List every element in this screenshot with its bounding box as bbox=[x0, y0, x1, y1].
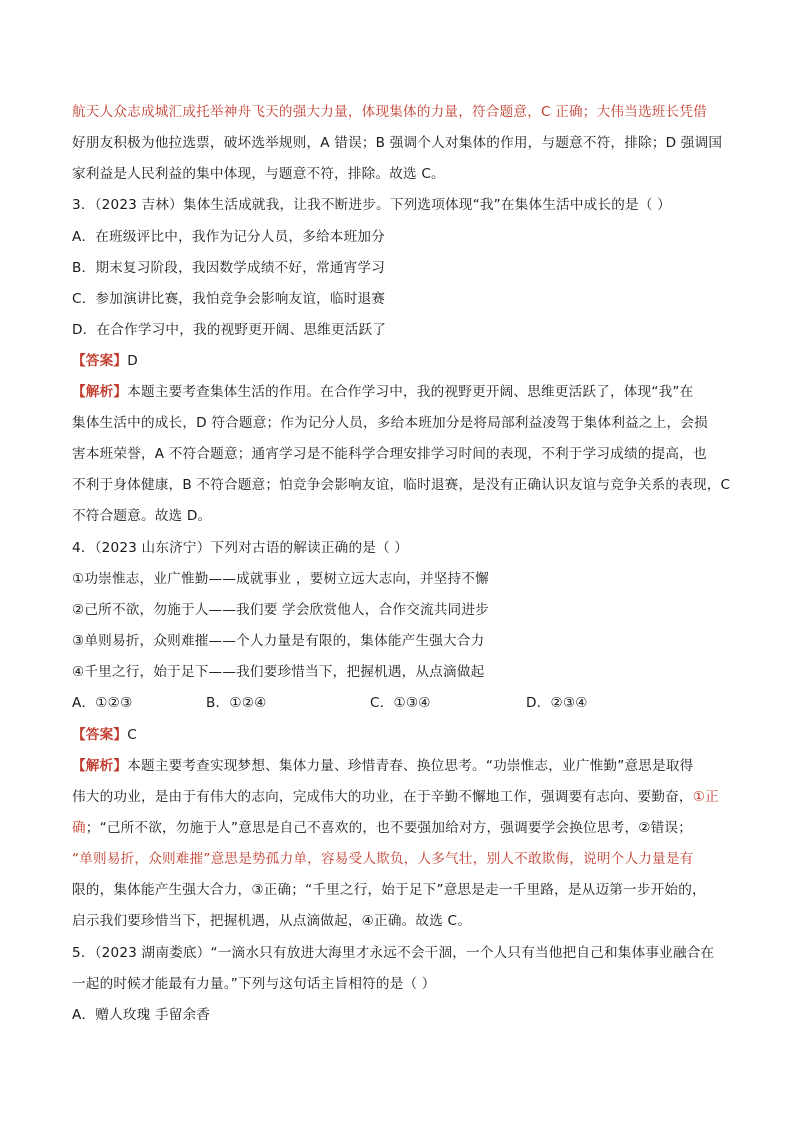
q4-analysis-line-2 bbox=[72, 788, 719, 806]
analysis-text: 本题主要考查实现梦想、集体力量、珍惜青春、换位思考。“功崇惟志，业广惟勤”意思是取得 bbox=[127, 758, 694, 774]
q4-choices bbox=[72, 694, 722, 712]
answer-tag: 【答案】 bbox=[72, 353, 128, 369]
q3-analysis-line-4: 不利于身体健康，B 不符合题意；怕竞争会影响友谊，临时退赛，是没有正确认识友谊与竞争关系的表现，C bbox=[72, 477, 731, 493]
analysis-text: ；“己所不欲，勿施于人”意思是自己不喜欢的，也不要强加给对方，强调要学会换位思考，②错误； bbox=[85, 820, 693, 836]
answer-value: C bbox=[127, 727, 137, 743]
analysis-highlight: 确 bbox=[72, 820, 86, 836]
intro-line-1: 航天人众志成城汇成托举神舟飞天的强大力量，体现集体的力量，符合题意，C 正确；大伟当选班长凭借 bbox=[72, 104, 707, 120]
analysis-text: 本题主要考查集体生活的作用。在合作学习中，我的视野更开阔、思维更活跃了，体现“我”在 bbox=[127, 384, 694, 400]
q5-option-a: A．赠人玫瑰 手留余香 bbox=[72, 1007, 211, 1023]
intro-line-2: 好朋友积极为他拉选票，破坏选举规则，A 错误；B 强调个人对集体的作用，与题意不符，排除；D 强调国 bbox=[72, 135, 723, 151]
q3-option-d: D．在合作学习中，我的视野更开阔、思维更活跃了 bbox=[72, 322, 387, 338]
question-5-stem-line-2: 一起的时候才能最有力量。”下列与这句话主旨相符的是（ ） bbox=[72, 976, 436, 992]
q3-analysis-line-5: 不符合题意。故选 D。 bbox=[72, 508, 212, 524]
answer-value: D bbox=[127, 353, 138, 369]
analysis-tag: 【解析】 bbox=[72, 384, 128, 400]
q4-analysis-line-4: “单则易折，众则难摧”意思是势孤力单，容易受人欺负，人多气壮，别人不敢欺侮，说明个人力量是有 bbox=[72, 851, 694, 867]
q4-analysis-line-3 bbox=[72, 819, 692, 837]
question-4-stem: 4．（2023 山东济宁）下列对古语的解读正确的是（ ） bbox=[72, 540, 409, 556]
q3-analysis-line-2: 集体生活中的成长，D 符合题意；作为记分人员，多给本班加分是将局部利益凌驾于集体利益之上，会损 bbox=[72, 415, 708, 431]
q4-choice-b: B．①②④ bbox=[206, 695, 267, 711]
q4-answer bbox=[72, 726, 137, 744]
analysis-highlight: ①正 bbox=[692, 789, 719, 805]
intro-line-3: 家利益是人民利益的集中体现，与题意不符，排除。故选 C。 bbox=[72, 166, 445, 182]
q4-item-2: ②己所不欲，勿施于人——我们要 学会欣赏他人，合作交流共同进步 bbox=[72, 602, 489, 618]
q4-item-3: ③单则易折，众则难摧——个人力量是有限的，集体能产生强大合力 bbox=[72, 633, 485, 649]
answer-tag: 【答案】 bbox=[72, 727, 128, 743]
q4-choice-d: D．②③④ bbox=[526, 695, 588, 711]
q4-choice-c: C．①③④ bbox=[370, 695, 431, 711]
analysis-tag: 【解析】 bbox=[72, 758, 128, 774]
question-5-stem-line-1: 5．（2023 湖南娄底）“一滴水只有放进大海里才永远不会干涸，一个人只有当他把自己和集体事业融合在 bbox=[72, 945, 715, 961]
q3-option-b: B．期末复习阶段，我因数学成绩不好，常通宵学习 bbox=[72, 260, 385, 276]
q4-analysis-line-1 bbox=[72, 757, 693, 775]
q4-item-4: ④千里之行，始于足下——我们要珍惜当下，把握机遇，从点滴做起 bbox=[72, 664, 485, 680]
q3-analysis-line-1 bbox=[72, 383, 693, 401]
q3-option-a: A．在班级评比中，我作为记分人员，多给本班加分 bbox=[72, 229, 385, 245]
q3-option-c: C．参加演讲比赛，我怕竞争会影响友谊，临时退赛 bbox=[72, 291, 386, 307]
question-3-stem: 3．（2023 吉林）集体生活成就我，让我不断进步。下列选项体现“我”在集体生活中成长的是（ ） bbox=[72, 197, 671, 213]
q4-choice-a: A．①②③ bbox=[72, 695, 133, 711]
q4-analysis-line-5: 限的，集体能产生强大合力，③正确；“千里之行，始于足下”意思是走一千里路，是从迈第一步开始的， bbox=[72, 882, 706, 898]
q3-analysis-line-3: 害本班荣誉，A 不符合题意；通宵学习是不能科学合理安排学习时间的表现，不利于学习成绩的提高，也 bbox=[72, 446, 707, 462]
q4-item-1: ①功崇惟志，业广惟勤——成就事业 ，要树立远大志向，并坚持不懈 bbox=[72, 571, 489, 587]
q4-analysis-line-6: 启示我们要珍惜当下，把握机遇，从点滴做起，④正确。故选 C。 bbox=[72, 913, 472, 929]
q3-answer bbox=[72, 352, 138, 370]
analysis-text: 伟大的功业，是由于有伟大的志向，完成伟大的功业，在于辛勤不懈地工作，强调要有志向、要勤奋， bbox=[72, 789, 693, 805]
